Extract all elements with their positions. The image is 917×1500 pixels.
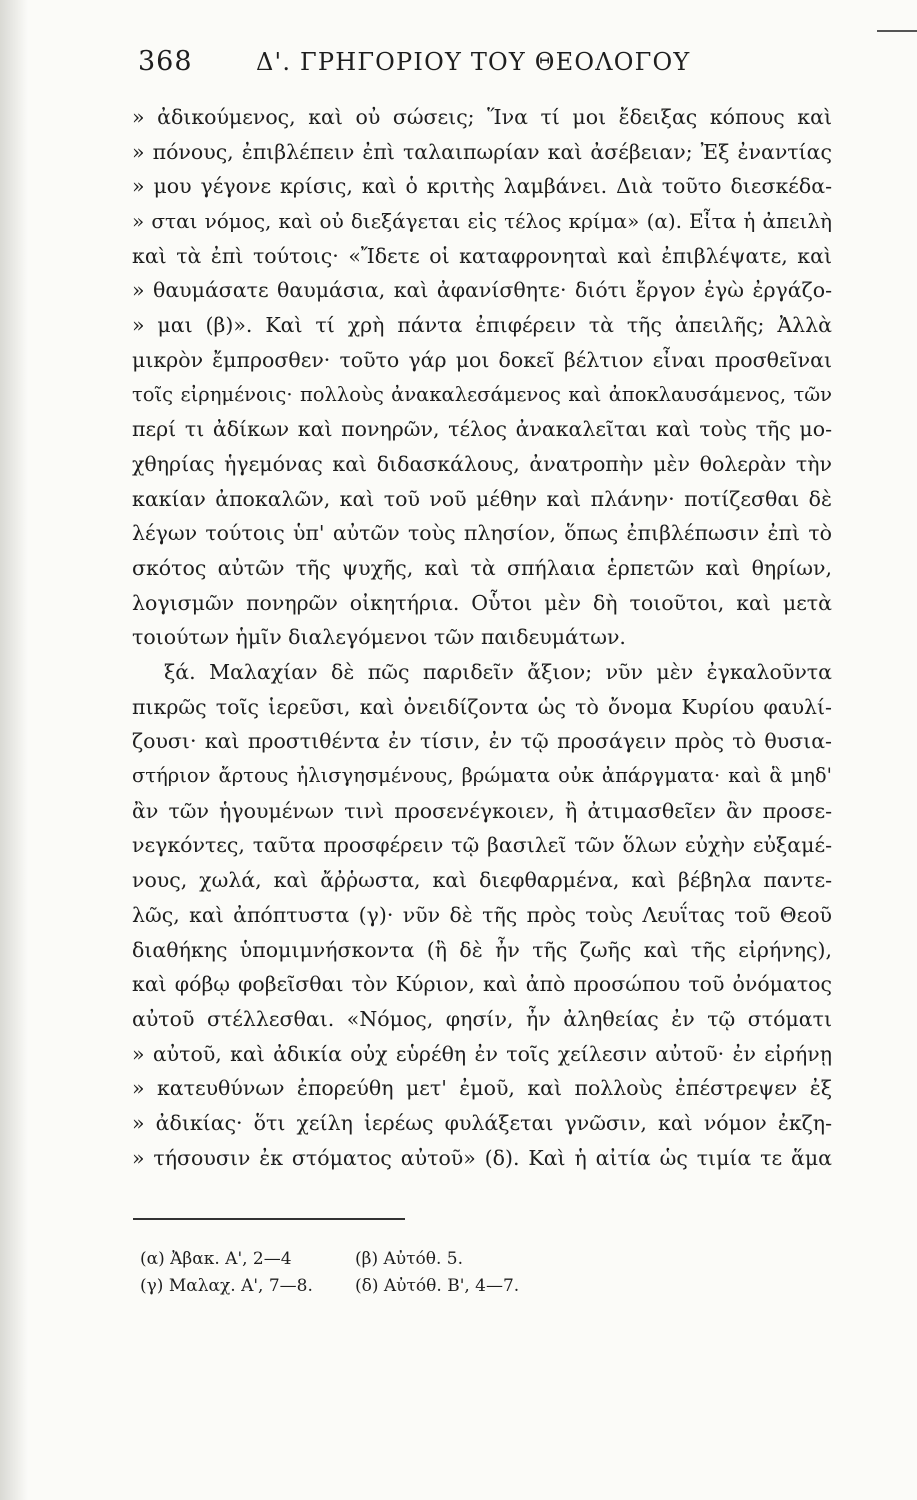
text-line: » μαι (β)». Καὶ τί χρὴ πάντα ἐπιφέρειν τὰ τῆς ἀπειλῆς; Ἀλλὰ [132,313,832,338]
text-line: » σται νόμος, καὶ οὐ διεξάγεται εἰς τέλος κρίμα» (α). Εἶτα ἡ ἀπειλὴ [132,209,832,234]
text-line: » αὐτοῦ, καὶ ἀδικία οὐχ εὑρέθη ἐν τοῖς χείλεσιν αὐτοῦ· ἐν εἰρήνῃ [132,1041,832,1066]
footnote-row [140,1273,640,1300]
text-line: λῶς, καὶ ἀπόπτυστα (γ)· νῦν δὲ τῆς πρὸς τοὺς Λευΐτας τοῦ Θεοῦ [132,902,832,927]
footnote-c: (γ) Μαλαχ. Α', 7—8. [140,1276,313,1296]
text-line: καὶ φόβῳ φοβεῖσθαι τὸν Κύριον, καὶ ἀπὸ προσώπου τοῦ ὀνόματος [132,972,832,997]
corner-mark [877,30,917,32]
text-line: πικρῶς τοῖς ἱερεῦσι, καὶ ὀνειδίζοντα ὡς τὸ ὄνομα Κυρίου φαυλί- [132,694,832,719]
text-line: » τήσουσιν ἐκ στόματος αὐτοῦ» (δ). Καὶ ἡ αἰτία ὡς τιμία τε ἅμα [132,1145,832,1170]
text-line: αὐτοῦ στέλλεσθαι. «Νόμος, φησίν, ἦν ἀληθείας ἐν τῷ στόματι [132,1006,832,1031]
text-line: μικρὸν ἔμπροσθεν· τοῦτο γάρ μοι δοκεῖ βέλτιον εἶναι προσθεῖναι [132,347,832,372]
text-line: διαθήκης ὑπομιμνήσκοντα (ἣ δὲ ἦν τῆς ζωῆς καὶ τῆς εἰρήνης), [132,937,832,962]
text-line: » ἀδικούμενος, καὶ οὐ σώσεις; Ἵνα τί μοι ἔδειξας κόπους καὶ [132,105,832,129]
footnote-d: (δ) Αὐτόθ. Β', 4—7. [355,1276,520,1296]
text-line: χθηρίας ἡγεμόνας καὶ διδασκάλους, ἀνατροπὴν μὲν θολερὰν τὴν [132,451,832,476]
text-line: » μου γέγονε κρίσις, καὶ ὁ κριτὴς λαμβάνει. Διὰ τοῦτο διεσκέδα- [132,174,832,199]
footnote-row [140,1246,640,1273]
text-line: » πόνους, ἐπιβλέπειν ἐπὶ ταλαιπωρίαν καὶ ἀσέβειαν; Ἐξ ἐναντίας [132,139,832,164]
text-line: τοιούτων ἡμῖν διαλεγόμενοι τῶν παιδευμάτων. [132,625,626,650]
text-line: » ἀδικίας· ὅτι χείλη ἱερέως φυλάξεται γνῶσιν, καὶ νόμον ἐκζη- [132,1110,832,1135]
page-header [138,46,838,86]
text-line: καὶ τὰ ἐπὶ τούτοις· «Ἴδετε οἱ καταφρονηταὶ καὶ ἐπιβλέψατε, καὶ [132,243,832,268]
page-number: 368 [138,46,193,77]
page-gutter-shadow [0,0,28,1500]
section-start-line: ξά. Μαλαχίαν δὲ πῶς παριδεῖν ἄξιον; νῦν μὲν ἐγκαλοῦντα [164,660,832,684]
footnote-b: (β) Αὐτόθ. 5. [355,1249,464,1269]
text-line: » κατευθύνων ἐπορεύθη μετ' ἐμοῦ, καὶ πολλοὺς ἐπέστρεψεν ἐξ [132,1076,832,1101]
text-line: κακίαν ἀποκαλῶν, καὶ τοῦ νοῦ μέθην καὶ πλάνην· ποτίζεσθαι δὲ [132,486,832,511]
footnote-divider [133,1218,405,1220]
footnotes [140,1246,640,1300]
text-line: νους, χωλά, καὶ ἄῤῥωστα, καὶ διεφθαρμένα, καὶ βέβηλα παντε- [132,868,832,893]
text-line: ἂν τῶν ἡγουμένων τινὶ προσενέγκοιεν, ἢ ἀτιμασθεῖεν ἂν προσε- [132,798,832,823]
text-line: νεγκόντες, ταῦτα προσφέρειν τῷ βασιλεῖ τῶν ὅλων εὐχὴν εὐξαμέ- [132,833,832,858]
text-line: τοῖς εἰρημένοις· πολλοὺς ἀνακαλεσάμενος καὶ ἀποκλαυσάμενος, τῶν [132,382,832,406]
main-text [132,100,832,1175]
running-head: Δ'. ΓΡΗΓΟΡΙΟΥ ΤΟΥ ΘΕΟΛΟΓΟΥ [256,48,691,76]
footnote-a: (α) Ἀβακ. Α', 2—4 [140,1249,292,1269]
text-line: » θαυμάσατε θαυμάσια, καὶ ἀφανίσθητε· διότι ἔργον ἐγὼ ἐργάζο- [132,278,832,303]
text-line: στήριον ἄρτους ἠλισγησμένους, βρώματα οὐκ ἀπάργματα· καὶ ἃ μηδ' [132,764,832,788]
text-line: λέγων τούτοις ὑπ' αὐτῶν τοὺς πλησίον, ὅπως ἐπιβλέπωσιν ἐπὶ τὸ [132,521,832,546]
text-line: ζουσι· καὶ προστιθέντα ἐν τίσιν, ἐν τῷ προσάγειν πρὸς τὸ θυσια- [132,729,832,754]
text-line: περί τι ἀδίκων καὶ πονηρῶν, τέλος ἀνακαλεῖται καὶ τοὺς τῆς μο- [132,417,832,442]
text-line: σκότος αὐτῶν τῆς ψυχῆς, καὶ τὰ σπήλαια ἑρπετῶν καὶ θηρίων, [132,555,832,580]
text-line: λογισμῶν πονηρῶν οἰκητήρια. Οὗτοι μὲν δὴ τοιοῦτοι, καὶ μετὰ [132,590,832,615]
